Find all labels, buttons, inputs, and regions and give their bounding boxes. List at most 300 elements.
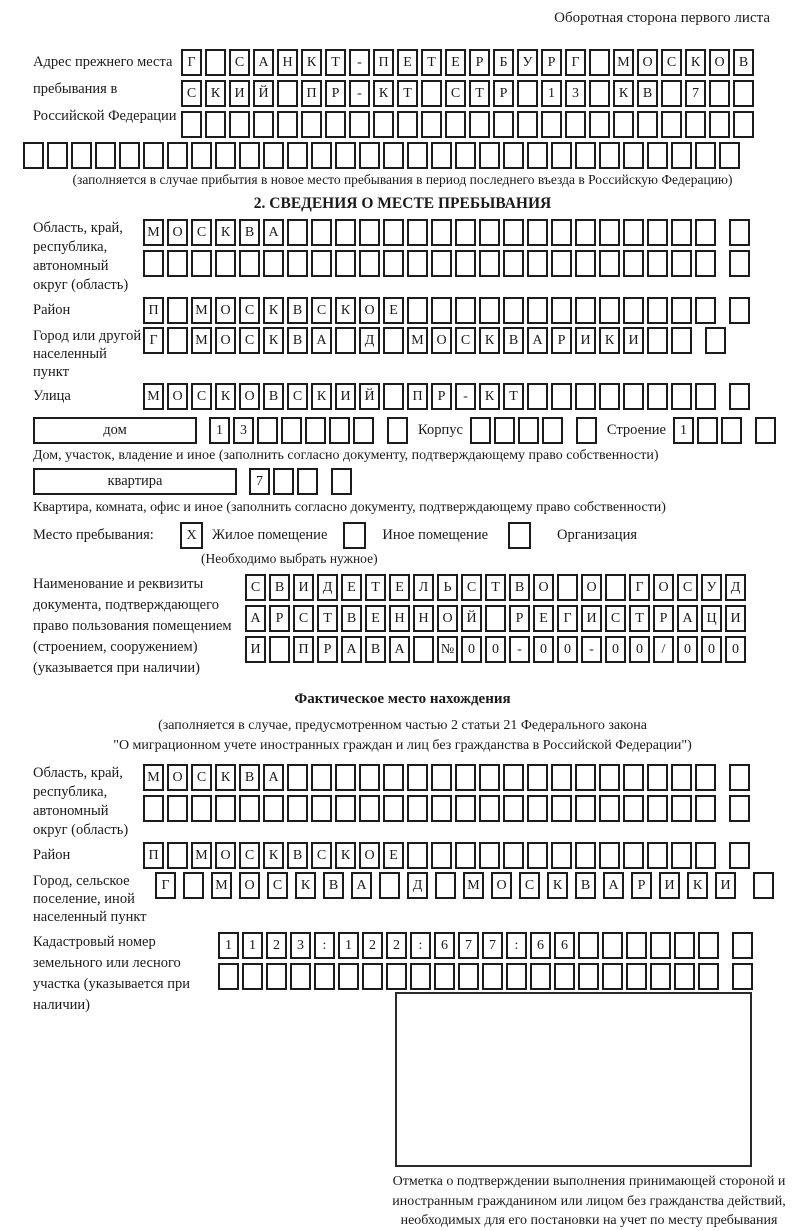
char-cell[interactable]: О [215,327,236,354]
char-cell[interactable]: М [191,327,212,354]
char-cell[interactable] [647,842,668,869]
char-cell[interactable]: 1 [338,932,359,959]
zhiloe-checkbox[interactable]: X [180,522,203,549]
char-cell[interactable]: С [445,80,466,107]
char-cell[interactable] [314,963,335,990]
char-cell[interactable] [575,795,596,822]
char-cell[interactable]: Г [155,872,176,899]
char-cell[interactable]: М [143,383,164,410]
char-cell[interactable]: Е [389,574,410,601]
char-cell[interactable] [287,219,308,246]
char-cell[interactable]: С [191,764,212,791]
char-cell[interactable] [277,80,298,107]
char-cell[interactable]: О [215,842,236,869]
char-cell[interactable] [541,111,562,138]
char-cell[interactable]: И [623,327,644,354]
char-cell[interactable] [626,932,647,959]
char-cell[interactable]: Р [541,49,562,76]
char-cell[interactable] [650,963,671,990]
char-cell[interactable]: С [455,327,476,354]
char-cell[interactable] [229,111,250,138]
char-cell[interactable]: 2 [266,932,287,959]
char-cell[interactable]: В [287,327,308,354]
char-cell[interactable] [729,383,750,410]
char-cell[interactable] [709,80,730,107]
char-cell[interactable] [71,142,92,169]
char-cell[interactable] [183,872,204,899]
char-cell[interactable] [551,842,572,869]
char-cell[interactable] [695,142,716,169]
char-cell[interactable]: В [287,297,308,324]
char-cell[interactable]: Н [277,49,298,76]
char-cell[interactable]: О [167,219,188,246]
char-cell[interactable] [349,111,370,138]
char-cell[interactable]: Е [445,49,466,76]
char-cell[interactable] [733,111,754,138]
char-cell[interactable]: Т [365,574,386,601]
char-cell[interactable]: К [599,327,620,354]
char-cell[interactable]: О [637,49,658,76]
char-cell[interactable] [407,297,428,324]
char-cell[interactable] [623,219,644,246]
char-cell[interactable] [205,49,226,76]
char-cell[interactable] [455,250,476,277]
char-cell[interactable] [575,297,596,324]
char-cell[interactable] [729,297,750,324]
char-cell[interactable] [335,250,356,277]
char-cell[interactable] [578,932,599,959]
char-cell[interactable] [387,417,408,444]
char-cell[interactable] [599,383,620,410]
char-cell[interactable]: К [295,872,316,899]
char-cell[interactable] [335,327,356,354]
char-cell[interactable] [697,417,718,444]
char-cell[interactable] [503,219,524,246]
char-cell[interactable] [407,250,428,277]
char-cell[interactable]: 6 [554,932,575,959]
char-cell[interactable]: 2 [362,932,383,959]
char-cell[interactable] [671,250,692,277]
char-cell[interactable] [239,250,260,277]
char-cell[interactable] [503,142,524,169]
char-cell[interactable] [503,795,524,822]
char-cell[interactable]: С [191,219,212,246]
char-cell[interactable] [215,250,236,277]
char-cell[interactable]: И [659,872,680,899]
char-cell[interactable] [518,417,539,444]
char-cell[interactable]: 3 [290,932,311,959]
char-cell[interactable] [119,142,140,169]
char-cell[interactable] [287,764,308,791]
char-cell[interactable] [479,219,500,246]
char-cell[interactable] [167,142,188,169]
char-cell[interactable] [431,142,452,169]
char-cell[interactable] [301,111,322,138]
char-cell[interactable] [671,142,692,169]
char-cell[interactable]: И [335,383,356,410]
char-cell[interactable] [435,872,456,899]
char-cell[interactable] [575,250,596,277]
char-cell[interactable] [705,327,726,354]
char-cell[interactable]: О [359,842,380,869]
char-cell[interactable] [753,872,774,899]
char-cell[interactable]: К [311,383,332,410]
char-cell[interactable]: 0 [677,636,698,663]
char-cell[interactable] [273,468,294,495]
char-cell[interactable] [661,80,682,107]
char-cell[interactable] [729,764,750,791]
char-cell[interactable]: С [661,49,682,76]
char-cell[interactable] [732,963,753,990]
char-cell[interactable]: А [527,327,548,354]
char-cell[interactable] [698,932,719,959]
char-cell[interactable]: Т [485,574,506,601]
char-cell[interactable]: С [191,383,212,410]
char-cell[interactable]: 0 [605,636,626,663]
char-cell[interactable]: Й [253,80,274,107]
char-cell[interactable]: - [455,383,476,410]
char-cell[interactable] [181,111,202,138]
char-cell[interactable] [431,250,452,277]
char-cell[interactable] [266,963,287,990]
char-cell[interactable] [143,795,164,822]
char-cell[interactable] [167,842,188,869]
char-cell[interactable]: С [519,872,540,899]
char-cell[interactable] [215,142,236,169]
char-cell[interactable] [383,250,404,277]
char-cell[interactable] [527,297,548,324]
char-cell[interactable] [359,142,380,169]
char-cell[interactable]: 0 [485,636,506,663]
char-cell[interactable] [410,963,431,990]
char-cell[interactable] [613,111,634,138]
char-cell[interactable] [445,111,466,138]
char-cell[interactable]: И [293,574,314,601]
char-cell[interactable]: Д [725,574,746,601]
char-cell[interactable] [143,142,164,169]
char-cell[interactable] [479,297,500,324]
char-cell[interactable] [647,327,668,354]
char-cell[interactable] [281,417,302,444]
char-cell[interactable] [431,219,452,246]
char-cell[interactable]: А [263,219,284,246]
char-cell[interactable] [167,250,188,277]
char-cell[interactable] [263,142,284,169]
char-cell[interactable]: К [263,297,284,324]
char-cell[interactable] [695,383,716,410]
char-cell[interactable]: К [479,383,500,410]
char-cell[interactable] [239,795,260,822]
char-cell[interactable] [647,142,668,169]
char-cell[interactable]: К [685,49,706,76]
char-cell[interactable]: С [311,297,332,324]
char-cell[interactable] [671,219,692,246]
char-cell[interactable] [647,250,668,277]
char-cell[interactable]: 6 [434,932,455,959]
char-cell[interactable] [517,80,538,107]
char-cell[interactable] [23,142,44,169]
char-cell[interactable] [599,842,620,869]
char-cell[interactable]: Р [469,49,490,76]
char-cell[interactable] [695,297,716,324]
char-cell[interactable] [311,142,332,169]
char-cell[interactable]: У [517,49,538,76]
char-cell[interactable] [733,80,754,107]
char-cell[interactable]: Т [629,605,650,632]
char-cell[interactable] [729,219,750,246]
char-cell[interactable] [599,764,620,791]
char-cell[interactable]: С [293,605,314,632]
char-cell[interactable]: Д [407,872,428,899]
char-cell[interactable] [671,327,692,354]
char-cell[interactable]: С [311,842,332,869]
char-cell[interactable]: Т [503,383,524,410]
char-cell[interactable]: М [191,842,212,869]
char-cell[interactable]: 3 [233,417,254,444]
char-cell[interactable] [397,111,418,138]
char-cell[interactable] [605,574,626,601]
char-cell[interactable]: М [211,872,232,899]
char-cell[interactable]: - [509,636,530,663]
char-cell[interactable] [527,219,548,246]
char-cell[interactable]: 7 [249,468,270,495]
char-cell[interactable]: С [461,574,482,601]
char-cell[interactable] [218,963,239,990]
char-cell[interactable]: О [491,872,512,899]
char-cell[interactable]: К [547,872,568,899]
char-cell[interactable] [455,297,476,324]
char-cell[interactable] [589,49,610,76]
char-cell[interactable]: М [143,764,164,791]
char-cell[interactable]: И [581,605,602,632]
char-cell[interactable]: Р [631,872,652,899]
char-cell[interactable] [698,963,719,990]
char-cell[interactable]: : [410,932,431,959]
char-cell[interactable] [551,795,572,822]
char-cell[interactable] [647,795,668,822]
char-cell[interactable] [407,795,428,822]
char-cell[interactable] [602,963,623,990]
char-cell[interactable] [335,764,356,791]
char-cell[interactable] [421,111,442,138]
char-cell[interactable]: В [287,842,308,869]
char-cell[interactable]: О [167,764,188,791]
char-cell[interactable] [551,250,572,277]
char-cell[interactable] [732,932,753,959]
char-cell[interactable]: А [351,872,372,899]
char-cell[interactable] [695,764,716,791]
char-cell[interactable] [311,219,332,246]
char-cell[interactable] [431,297,452,324]
char-cell[interactable]: Т [317,605,338,632]
char-cell[interactable] [455,219,476,246]
char-cell[interactable] [479,764,500,791]
char-cell[interactable]: Й [359,383,380,410]
char-cell[interactable] [47,142,68,169]
char-cell[interactable]: Н [389,605,410,632]
char-cell[interactable] [650,932,671,959]
char-cell[interactable]: С [245,574,266,601]
char-cell[interactable] [575,383,596,410]
inoe-checkbox[interactable] [343,522,366,549]
char-cell[interactable]: 6 [530,932,551,959]
char-cell[interactable] [551,383,572,410]
char-cell[interactable] [263,795,284,822]
char-cell[interactable] [482,963,503,990]
char-cell[interactable]: - [581,636,602,663]
char-cell[interactable] [242,963,263,990]
char-cell[interactable] [290,963,311,990]
char-cell[interactable]: Р [431,383,452,410]
char-cell[interactable]: 3 [565,80,586,107]
char-cell[interactable]: П [143,842,164,869]
char-cell[interactable]: 7 [685,80,706,107]
char-cell[interactable] [671,764,692,791]
char-cell[interactable]: В [269,574,290,601]
char-cell[interactable]: К [215,383,236,410]
char-cell[interactable] [671,842,692,869]
char-cell[interactable] [383,327,404,354]
char-cell[interactable]: Г [629,574,650,601]
char-cell[interactable]: 1 [209,417,230,444]
char-cell[interactable]: Р [325,80,346,107]
char-cell[interactable] [205,111,226,138]
char-cell[interactable]: К [215,219,236,246]
char-cell[interactable]: № [437,636,458,663]
char-cell[interactable] [671,383,692,410]
char-cell[interactable]: О [359,297,380,324]
char-cell[interactable] [530,963,551,990]
char-cell[interactable]: О [239,383,260,410]
char-cell[interactable]: И [715,872,736,899]
char-cell[interactable] [599,219,620,246]
char-cell[interactable]: Е [383,842,404,869]
char-cell[interactable] [413,636,434,663]
char-cell[interactable] [263,250,284,277]
char-cell[interactable]: П [293,636,314,663]
char-cell[interactable] [674,963,695,990]
char-cell[interactable]: Г [565,49,586,76]
char-cell[interactable]: О [215,297,236,324]
char-cell[interactable] [647,383,668,410]
char-cell[interactable] [338,963,359,990]
char-cell[interactable]: Н [413,605,434,632]
char-cell[interactable] [671,795,692,822]
char-cell[interactable] [287,795,308,822]
char-cell[interactable] [542,417,563,444]
char-cell[interactable] [647,297,668,324]
char-cell[interactable] [143,250,164,277]
char-cell[interactable] [297,468,318,495]
char-cell[interactable] [383,383,404,410]
char-cell[interactable] [287,250,308,277]
char-cell[interactable] [599,142,620,169]
char-cell[interactable] [623,297,644,324]
char-cell[interactable]: 0 [533,636,554,663]
char-cell[interactable]: В [503,327,524,354]
char-cell[interactable]: К [301,49,322,76]
char-cell[interactable]: 0 [461,636,482,663]
char-cell[interactable]: Р [493,80,514,107]
char-cell[interactable]: / [653,636,674,663]
char-cell[interactable] [373,111,394,138]
char-cell[interactable] [335,795,356,822]
char-cell[interactable] [359,795,380,822]
char-cell[interactable] [623,142,644,169]
char-cell[interactable]: 0 [701,636,722,663]
char-cell[interactable] [554,963,575,990]
char-cell[interactable]: И [575,327,596,354]
char-cell[interactable] [167,297,188,324]
char-cell[interactable]: В [365,636,386,663]
char-cell[interactable]: Й [461,605,482,632]
char-cell[interactable]: Р [317,636,338,663]
char-cell[interactable]: О [437,605,458,632]
char-cell[interactable] [527,250,548,277]
char-cell[interactable] [493,111,514,138]
char-cell[interactable]: В [341,605,362,632]
char-cell[interactable] [685,111,706,138]
char-cell[interactable] [191,795,212,822]
char-cell[interactable]: А [311,327,332,354]
char-cell[interactable] [431,764,452,791]
char-cell[interactable] [95,142,116,169]
char-cell[interactable] [576,417,597,444]
char-cell[interactable]: 1 [673,417,694,444]
char-cell[interactable]: К [263,327,284,354]
char-cell[interactable] [565,111,586,138]
char-cell[interactable]: А [245,605,266,632]
char-cell[interactable] [695,219,716,246]
char-cell[interactable] [335,219,356,246]
char-cell[interactable]: Е [397,49,418,76]
char-cell[interactable]: В [239,764,260,791]
char-cell[interactable]: Т [469,80,490,107]
char-cell[interactable]: К [335,297,356,324]
char-cell[interactable]: П [373,49,394,76]
char-cell[interactable]: Р [653,605,674,632]
char-cell[interactable] [527,383,548,410]
char-cell[interactable] [551,764,572,791]
char-cell[interactable] [455,795,476,822]
char-cell[interactable]: А [389,636,410,663]
char-cell[interactable] [661,111,682,138]
char-cell[interactable]: К [335,842,356,869]
char-cell[interactable] [557,574,578,601]
char-cell[interactable]: 0 [629,636,650,663]
char-cell[interactable]: Р [509,605,530,632]
char-cell[interactable] [167,327,188,354]
char-cell[interactable] [379,872,400,899]
char-cell[interactable] [311,250,332,277]
char-cell[interactable] [479,842,500,869]
char-cell[interactable] [623,383,644,410]
char-cell[interactable]: М [463,872,484,899]
char-cell[interactable]: М [191,297,212,324]
char-cell[interactable]: : [506,932,527,959]
char-cell[interactable]: С [239,327,260,354]
char-cell[interactable]: К [263,842,284,869]
char-cell[interactable]: Е [533,605,554,632]
char-cell[interactable] [503,297,524,324]
char-cell[interactable] [287,142,308,169]
char-cell[interactable]: Д [359,327,380,354]
char-cell[interactable]: Т [421,49,442,76]
char-cell[interactable] [695,842,716,869]
char-cell[interactable]: А [341,636,362,663]
char-cell[interactable]: О [431,327,452,354]
char-cell[interactable]: М [407,327,428,354]
